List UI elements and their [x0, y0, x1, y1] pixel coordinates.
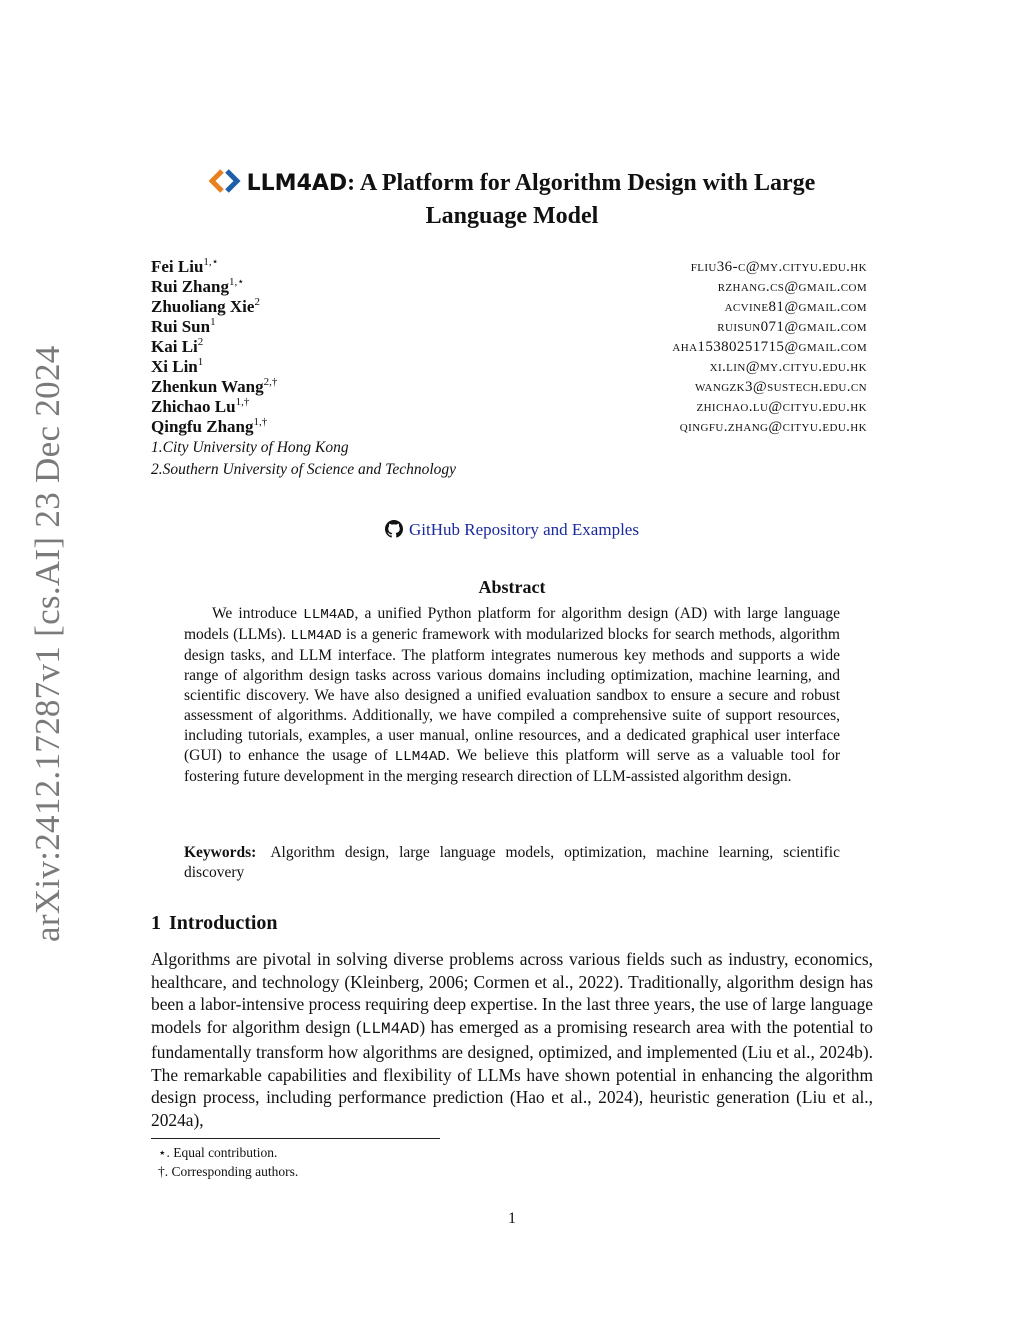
author-name: Zhenkun Wang$^{2,\dagger}$ [151, 376, 278, 396]
code-llm4ad: LLM4AD [361, 1020, 420, 1039]
keywords [184, 843, 840, 883]
affiliation: 1.City University of Hong Kong [151, 439, 349, 456]
author-list [151, 257, 867, 481]
code-llm4ad: LLM4AD [303, 607, 355, 623]
author-row [151, 357, 867, 377]
arxiv-stamp [28, 345, 68, 942]
section-number: 1 [151, 912, 161, 934]
code-llm4ad: LLM4AD [394, 749, 446, 765]
author-name: Rui Sun$^1$ [151, 316, 216, 336]
author-email[interactable]: aha15380251715@gmail.com [672, 339, 867, 355]
section-heading [151, 912, 278, 935]
code-llm4ad: LLM4AD [290, 628, 342, 644]
github-link-text[interactable]: GitHub Repository and Examples [409, 520, 639, 539]
title-text-line-1: : A Platform for Algorithm Design with Large [347, 170, 816, 196]
author-email[interactable]: wangzk3@sustech.edu.cn [694, 379, 867, 395]
abstract-heading: Abstract [478, 577, 546, 597]
github-repository-link[interactable] [0, 520, 1024, 540]
abstract-body [184, 604, 840, 787]
author-name: Zhichao $Lu^{1,\dagger}$ [151, 396, 250, 416]
author-email[interactable]: rzhang.cs@gmail.com [717, 279, 867, 295]
author-email[interactable]: ruisun071@gmail.com [717, 319, 867, 335]
page-number: 1 [508, 1210, 516, 1227]
llm4ad-logo-icon [209, 169, 243, 201]
github-icon [385, 520, 403, 538]
footnote: ⋆. Equal contribution. [158, 1145, 278, 1160]
author-name: Kai Li$^2$ [151, 336, 204, 356]
author-row [151, 337, 867, 357]
author-row [151, 297, 867, 317]
footnotes [158, 1143, 298, 1181]
author-row [151, 377, 867, 397]
introduction-body [151, 948, 873, 1132]
author-email[interactable]: fliu36-c@my.cityu.edu.hk [690, 259, 867, 275]
author-email[interactable]: xi.lin@my.cityu.edu.hk [709, 359, 867, 375]
keywords-text: Algorithm design, large language models, optimization, machine learning, scientific discovery [184, 844, 840, 881]
author-row [151, 277, 867, 297]
title-line-1 [120, 168, 904, 201]
title-line-2: Language Model [425, 203, 599, 229]
affiliation: 2.Southern University of Science and Technology [151, 461, 457, 478]
author-name: Qingfu Zhang$^{1,\dagger}$ [151, 416, 268, 436]
footnote-rule [151, 1138, 440, 1139]
arxiv-stamp-text: arXiv:2412.17287v1 [cs.AI] 23 Dec 2024 [28, 345, 67, 942]
author-row [151, 417, 867, 437]
author-email[interactable]: acvine81@gmail.com [724, 299, 867, 315]
author-row [151, 257, 867, 277]
footnote: †. Corresponding authors. [158, 1164, 299, 1179]
author-row [151, 397, 867, 417]
author-name: Xi Lin$^1$ [151, 356, 204, 376]
author-name: Rui Zhang$^{1,⋆}$ [151, 276, 245, 296]
section-title: Introduction [169, 912, 278, 934]
author-email[interactable]: qingfu.zhang@cityu.edu.hk [679, 419, 867, 435]
keywords-label: Keywords: [184, 844, 257, 861]
author-row [151, 317, 867, 337]
intro-paragraph: Algorithms are pivotal in solving diverse problems across various fields such as industry, economics, healthcare, and technology (Kleinberg, 2006; Cormen et al., 2022). Traditionally, algorithm design has been a labor-intensive process requiring deep expertise. In the last three years, the use of large language models for algorithm design (LLM4AD) has emerged as a promising research area with the potential to fundamentally transform how algorithms are designed, optimized, and implemented (Liu et al., 2024b). The remarkable capabilities and flexibility of LLMs have shown potential in enhancing the algorithm design process, including performance prediction (Hao et al., 2024), heuristic generation (Liu et al., 2024a), [151, 949, 873, 1130]
paper-title [120, 168, 904, 231]
logo-text: LLM4AD [246, 171, 348, 196]
author-email[interactable]: zhichao.lu@cityu.edu.hk [696, 399, 867, 415]
author-name: Fei Liu$^{1,⋆}$ [151, 256, 219, 276]
abstract-paragraph: We introduce LLM4AD, a unified Python platform for algorithm design (AD) with large language models (LLMs). LLM4AD is a generic framework with modularized blocks for search methods, algorithm design tasks, and LLM interface. The platform integrates numerous key methods and supports a wide range of algorithm design tasks across various domains including optimization, machine learning, and scientific discovery. We have also designed a unified evaluation sandbox to ensure a secure and robust assessment of algorithms. Additionally, we have compiled a comprehensive suite of support resources, including tutorials, examples, a user manual, online resources, and a dedicated graphical user interface (GUI) to enhance the usage of LLM4AD. We believe this platform will serve as a valuable tool for fostering future development in the merging research direction of LLM-assisted algorithm design. [184, 605, 840, 785]
author-name: Zhuoliang Xie$^2$ [151, 296, 260, 316]
